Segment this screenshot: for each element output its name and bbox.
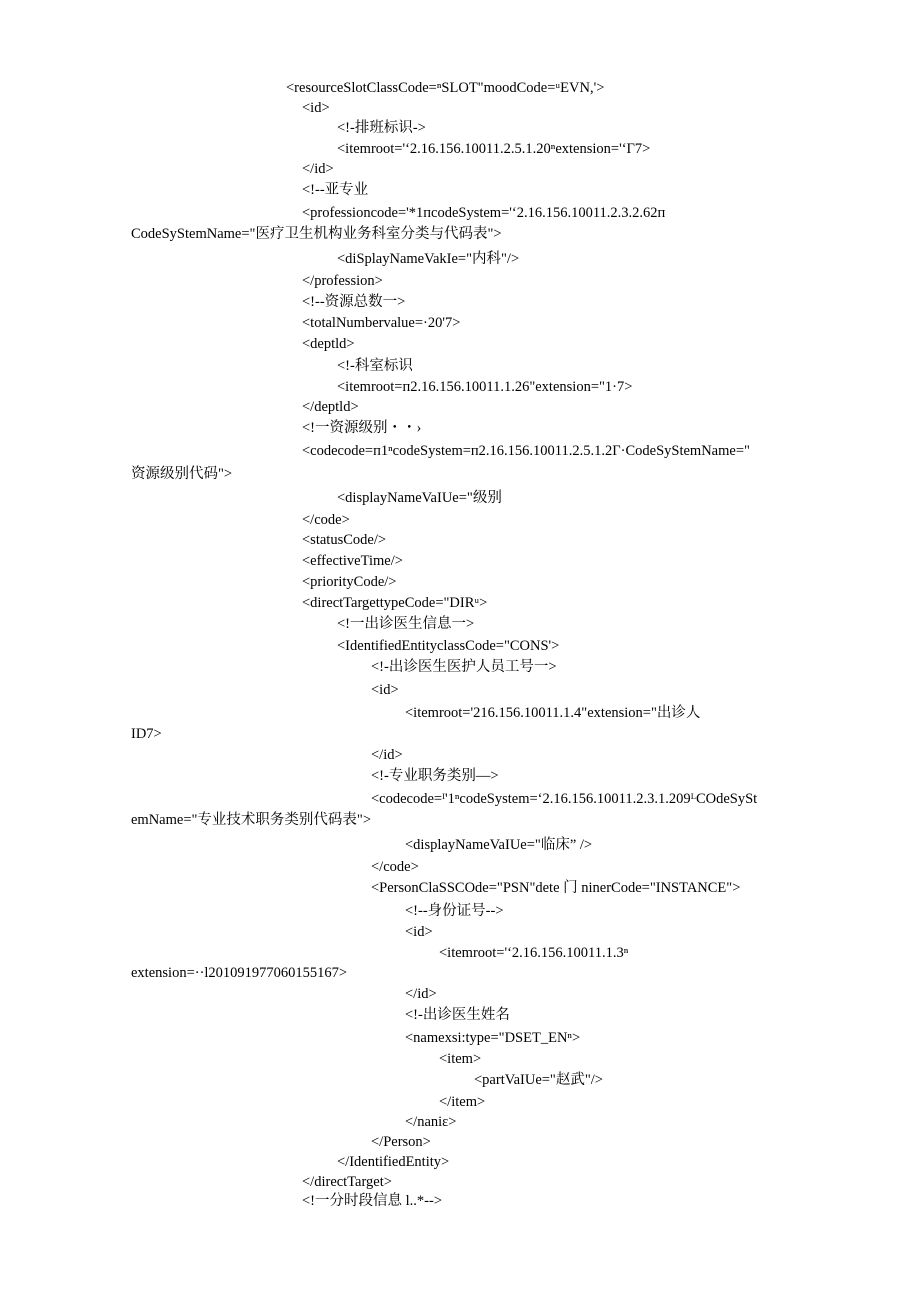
xml-line: <IdentifiedEntityclassCode="CONS'>: [337, 638, 560, 654]
xml-line: <item>: [439, 1051, 482, 1067]
xml-line: </id>: [405, 986, 437, 1002]
xml-line: <codecode=ᴵ'1ⁿcodeSystem=ʻ2.16.156.10011.2.3.1.209ᴸCOdeSySt: [371, 791, 758, 807]
xml-line: <statusCode/>: [302, 532, 387, 548]
xml-line: extension=··l201091977060155167>: [131, 965, 348, 981]
xml-comment-line: <!一分时段信息 l..*-->: [302, 1193, 442, 1209]
xml-comment-line: <!-排班标识->: [337, 120, 426, 136]
xml-line: <totalNumbervalue=·20'7>: [302, 315, 461, 331]
xml-line: 资源级别代码">: [131, 466, 233, 482]
xml-line: </id>: [302, 161, 334, 177]
xml-comment-line: <!-出诊医生姓名: [405, 1007, 510, 1023]
xml-line: </item>: [439, 1094, 486, 1110]
xml-line: <itemroot='ʻ2.16.156.10011.1.3ⁿ: [439, 945, 629, 961]
xml-line: <itemroot='ʻ2.16.156.10011.2.5.1.20ⁿextension='ʻΓ7>: [337, 141, 651, 157]
xml-comment-line: <!-科室标识: [337, 358, 413, 374]
xml-line: </deptld>: [302, 399, 359, 415]
xml-line: </code>: [371, 859, 419, 875]
xml-comment-line: <!--亚专业: [302, 182, 369, 198]
xml-line: <id>: [371, 682, 399, 698]
xml-comment-line: <!-专业职务类别—>: [371, 768, 499, 784]
xml-comment-line: <!一出诊医生信息一>: [337, 616, 475, 632]
xml-line: <displayNameVaIUe="级别: [337, 490, 502, 506]
xml-line: <effectiveTime/>: [302, 553, 403, 569]
xml-line: </naniε>: [405, 1114, 457, 1130]
xml-line: <namexsi:type="DSET_ENⁿ>: [405, 1030, 581, 1046]
xml-line: <priorityCode/>: [302, 574, 397, 590]
xml-line: <partVaIUe="赵武"/>: [474, 1072, 603, 1088]
xml-line: </profession>: [302, 273, 383, 289]
xml-line: <id>: [405, 924, 433, 940]
xml-line: emName="专业技术职务类别代码表">: [131, 812, 372, 828]
xml-line: </directTarget>: [302, 1174, 392, 1190]
xml-line: CodeSyStemName="医疗卫生机构业务科室分类与代码表">: [131, 226, 502, 242]
xml-comment-line: <!--资源总数一>: [302, 294, 406, 310]
xml-line: </code>: [302, 512, 350, 528]
xml-line: </IdentifiedEntity>: [337, 1154, 450, 1170]
xml-line: <id>: [302, 100, 330, 116]
xml-comment-line: <!-出诊医生医护人员工号一>: [371, 659, 557, 675]
xml-line: <diSplayNameVakIe="内科"/>: [337, 251, 520, 267]
xml-comment-line: <!--身份证号-->: [405, 903, 504, 919]
xml-line: ID7>: [131, 726, 162, 742]
xml-line: <displayNameVaIUe="临床” />: [405, 837, 593, 853]
xml-line: <deptld>: [302, 336, 355, 352]
xml-line: <resourceSlotClassCode=ⁿSLOT"moodCode=ᵘEVN,'>: [286, 80, 605, 96]
xml-line: <professioncode='*1ᴨcodeSystem='ʻ2.16.156.10011.2.3.2.62ᴨ: [302, 205, 666, 221]
xml-line: <codecode=ᴨ1ⁿcodeSystem=ᴨ2.16.156.10011.2.5.1.2Γ·CodeSyStemName=": [302, 443, 750, 459]
xml-line: <itemroot='216.156.10011.1.4"extension="出诊人: [405, 705, 701, 721]
xml-line: <directTargettypeCode="DIRᵘ>: [302, 595, 488, 611]
xml-line: <PersonClaSSCOde="PSN"dete 门 ninerCode="INSTANCE">: [371, 880, 741, 896]
xml-line: </Person>: [371, 1134, 431, 1150]
xml-line: </id>: [371, 747, 403, 763]
xml-line: <itemroot=ᴨ2.16.156.10011.1.26"extension="1·7>: [337, 379, 633, 395]
xml-comment-line: <!一资源级别・・›: [302, 420, 422, 436]
